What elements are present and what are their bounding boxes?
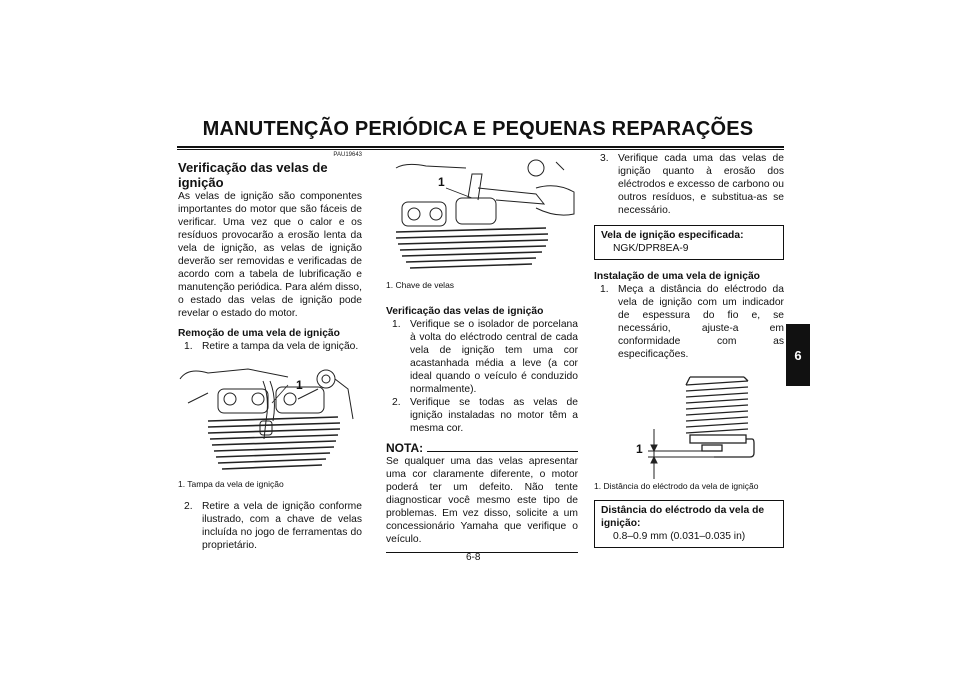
step-text: Meça a distância do eléctrodo da vela de ignição com um indicador de espessura do fio e, se necessário, ajuste-a em conformidade com as especificações. xyxy=(618,284,784,360)
page-number: 6-8 xyxy=(466,552,481,563)
column-right xyxy=(594,152,784,548)
step-number: 1. xyxy=(184,341,193,352)
spec-box-electrode-gap xyxy=(594,500,784,548)
install-step-1 xyxy=(594,283,784,361)
removal-step-1 xyxy=(178,340,362,353)
figure-spark-plug-cap xyxy=(178,359,362,477)
step-text: Retire a vela de ignição conforme ilustrado, com a chave de velas incluída no jogo de ferramentas do proprietário. xyxy=(202,501,362,551)
removal-step-2 xyxy=(178,500,362,552)
figure-callout: 1 xyxy=(636,442,643,456)
document-code: PAU19643 xyxy=(333,152,362,158)
check-step-3 xyxy=(594,152,784,217)
step-number: 1. xyxy=(392,319,401,330)
spark-plug-gap-icon xyxy=(594,369,784,479)
spec-value: NGK/DPR8EA-9 xyxy=(613,243,689,254)
step-text: Verifique se o isolador de porcelana à volta do eléctrodo central de cada vela de ignição tem uma cor acastanhada média a leve (a cor ideal quando o veículo é conduzido normalmente). xyxy=(410,319,578,395)
column-left xyxy=(178,152,362,552)
check-heading: Verificação das velas de ignição xyxy=(386,306,544,317)
wrench-illustration-icon xyxy=(386,158,578,278)
step-number: 1. xyxy=(600,284,609,295)
step-text: Verifique cada uma das velas de ignição quanto à erosão dos eléctrodos e excesso de carbono ou outros resíduos, e substitua-as se necessário. xyxy=(618,153,784,216)
step-text: Verifique se todas as velas de ignição instaladas no motor têm a mesma cor. xyxy=(410,397,578,434)
engine-illustration-icon xyxy=(178,359,362,477)
spec-value: 0.8–0.9 mm (0.031–0.035 in) xyxy=(613,531,746,542)
nota-rule xyxy=(427,451,578,452)
figure-callout: 1 xyxy=(438,175,445,189)
figure-caption: 1. Chave de velas xyxy=(386,280,455,290)
install-heading: Instalação de uma vela de ignição xyxy=(594,271,760,282)
nota-header xyxy=(386,442,578,455)
spec-title: Vela de ignição especificada: xyxy=(601,230,744,241)
section-title: Verificação das velas de ignição xyxy=(178,160,328,190)
header-rule xyxy=(177,146,784,150)
figure-caption: 1. Tampa da vela de ignição xyxy=(178,479,284,489)
check-step-1 xyxy=(386,318,578,396)
spec-title: Distância do eléctrodo da vela de ignição: xyxy=(601,505,765,529)
nota-label: NOTA: xyxy=(386,441,424,455)
intro-paragraph: As velas de ignição são componentes importantes do motor que são fáceis de verificar. Uma vez que o calor e os resíduos provocarão a erosão lenta da vela de ignição, as velas de ignição deverão ser removidas e verificadas de acordo com a tabela de lubrificação e manutenção periódica. Para além disso, o estado das velas de ignição pode revelar o estado do motor. xyxy=(178,191,362,319)
nota-end-rule xyxy=(386,552,578,553)
step-number: 2. xyxy=(184,501,193,512)
column-middle xyxy=(386,152,578,553)
removal-heading: Remoção de uma vela de ignição xyxy=(178,328,340,339)
figure-electrode-gap xyxy=(594,369,784,479)
step-text: Retire a tampa da vela de ignição. xyxy=(202,341,359,352)
chapter-tab[interactable]: 6 xyxy=(786,324,810,386)
figure-spark-plug-wrench xyxy=(386,158,578,278)
page-title: MANUTENÇÃO PERIÓDICA E PEQUENAS REPARAÇÕES xyxy=(202,118,754,140)
step-number: 3. xyxy=(600,153,609,164)
step-number: 2. xyxy=(392,397,401,408)
check-step-2 xyxy=(386,396,578,435)
figure-callout: 1 xyxy=(296,378,303,392)
figure-caption: 1. Distância do eléctrodo da vela de ignição xyxy=(594,481,759,491)
spec-box-spark-plug xyxy=(594,225,784,260)
nota-text: Se qualquer uma das velas apresentar uma cor claramente diferente, o motor poderá ter um defeito. Não tente diagnosticar você mesmo este tipo de problemas. Em vez disso, solicite a um concessionário Yamaha que verifique o veículo. xyxy=(386,456,578,545)
